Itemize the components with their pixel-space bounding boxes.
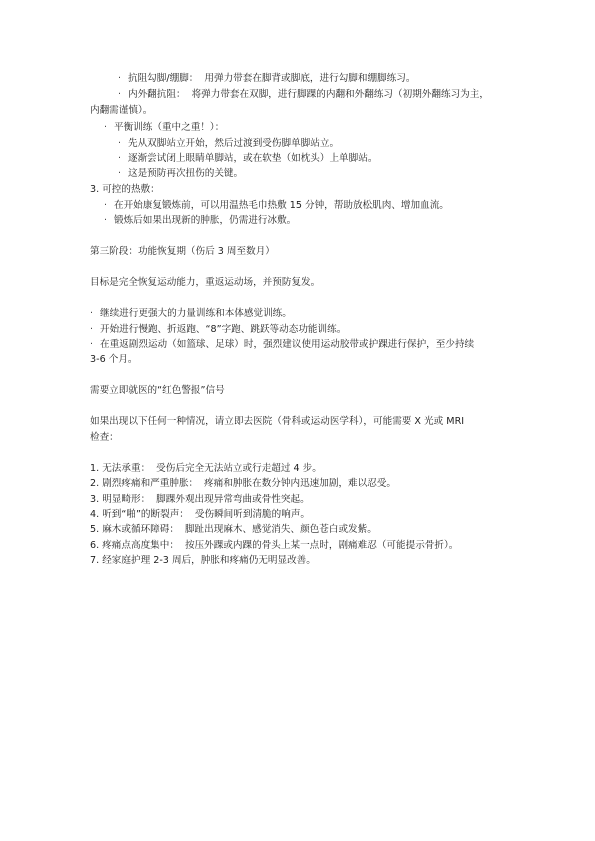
bullet-icon: · [104,122,108,133]
section-title: 需要立即就医的“红色警报”信号 [90,385,225,396]
bullet-icon: · [90,324,94,335]
list-item: 5. 麻木或循环障碍： 脚趾出现麻木、感觉消失、颜色苍白或发紫。 [90,524,377,535]
balance-heading: · 平衡训练（重中之重！）： [104,122,225,133]
bullet-icon: · [118,153,122,164]
list-item: 4. 听到“啪”的断裂声： 受伤瞬间听到清脆的响声。 [90,509,311,520]
bullet-icon: · [118,73,122,84]
list-item [118,72,415,86]
list-item [118,88,489,102]
goal-text: 目标是完全恢复运动能力，重返运动场，并预防复发。 [90,277,321,288]
item-label: 内外翻抗阻： [128,89,186,100]
bullet-icon: · [118,89,122,100]
list-item: 3. 明显畸形： 脚踝外观出现异常弯曲或骨性突起。 [90,494,310,505]
bullet-icon: · [104,215,108,226]
list-item: 1. 无法承重： 受伤后完全无法站立或行走超过 4 步。 [90,463,322,474]
list-item: · 在重返剧烈运动（如篮球、足球）时，强烈建议使用运动胶带或护踝进行保护，至少持续 [90,339,475,350]
item-label: 抗阻勾脚/绷脚： [128,73,199,84]
bullet-icon: · [90,308,94,319]
item-text: 用弹力带套在脚背或脚底，进行勾脚和绷脚练习。 [204,73,416,84]
section-title: 第三阶段：功能恢复期（伤后 3 周至数月） [90,246,275,257]
list-item: · 锻炼后如果出现新的肿胀，仍需进行冰敷。 [104,215,297,226]
list-item: · 先从双脚站立开始，然后过渡到受伤脚单脚站立。 [118,138,340,149]
list-item: · 在开始康复锻炼前，可以用温热毛巾热敷 15 分钟，帮助放松肌肉、增加血流。 [104,200,449,211]
bullet-icon: · [118,138,122,149]
item-continuation: 内翻需谨慎）。 [90,105,153,116]
item-text: 将弹力带套在双脚，进行脚踝的内翻和外翻练习（初期外翻练习为主， [191,89,489,100]
list-item: 7. 经家庭护理 2-3 周后，肿胀和疼痛仍无明显改善。 [90,555,316,566]
bullet-icon: · [90,339,94,350]
heat-heading: 3. 可控的热敷： [90,184,160,195]
list-item: · 继续进行更强大的力量训练和本体感觉训练。 [90,308,292,319]
list-item: 2. 剧烈疼痛和严重肿胀： 疼痛和肿胀在数分钟内迅速加剧，难以忍受。 [90,478,397,489]
intro-text: 检查： [90,432,119,443]
item-continuation: 3-6 个月。 [90,354,138,365]
bullet-icon: · [104,200,108,211]
intro-text: 如果出现以下任何一种情况，请立即去医院（骨科或运动医学科），可能需要 X 光或 MRI [90,416,465,427]
list-item: · 这是预防再次扭伤的关键。 [118,168,244,179]
bullet-icon: · [118,168,122,179]
list-item: 6. 疼痛点高度集中： 按压外踝或内踝的骨头上某一点时，剧痛难忍（可能提示骨折）。 [90,540,459,551]
list-item: · 开始进行慢跑、折返跑、“8”字跑、跳跃等动态功能训练。 [90,324,347,335]
list-item: · 逐渐尝试闭上眼睛单脚站，或在软垫（如枕头）上单脚站。 [118,153,378,164]
